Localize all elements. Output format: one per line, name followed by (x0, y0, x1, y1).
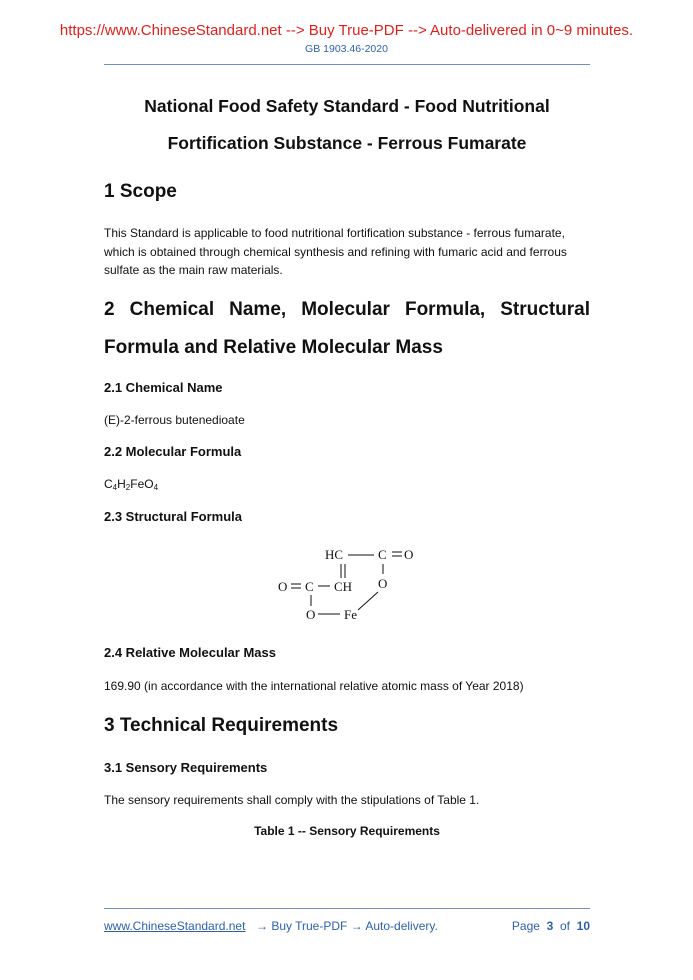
section-2-heading-line-1: 2 Chemical Name, Molecular Formula, Structural (104, 299, 590, 320)
sensory-requirements-heading: 3.1 Sensory Requirements (104, 760, 268, 775)
atom-ch: CH (334, 579, 353, 594)
relative-mass-heading: 2.4 Relative Molecular Mass (104, 645, 276, 660)
sensory-requirements-text: The sensory requirements shall comply with the stipulations of Table 1. (104, 793, 480, 807)
document-title-line-2: Fortification Substance - Ferrous Fumarate (167, 133, 527, 153)
atom-o-top: O (404, 547, 414, 562)
relative-mass-value: 169.90 (in accordance with the international relative atomic mass of Year 2018) (104, 679, 524, 693)
molecular-formula-heading: 2.2 Molecular Formula (104, 444, 242, 459)
standard-code: GB 1903.46-2020 (305, 43, 388, 55)
footer-purchase-text: → Buy True-PDF → Auto-delivery. (256, 919, 438, 933)
formula-c: C (104, 477, 113, 491)
molecular-formula-value (104, 477, 158, 492)
scope-line-1: This Standard is applicable to food nutritional fortification substance - ferrous fumarate, (104, 226, 565, 240)
formula-h: H (117, 477, 126, 491)
chemical-name-value: (E)-2-ferrous butenedioate (104, 413, 245, 427)
chemical-name-heading: 2.1 Chemical Name (104, 380, 223, 395)
page-indicator (512, 919, 590, 933)
section-2-heading-line-2: Formula and Relative Molecular Mass (104, 337, 443, 358)
formula-h-count: 2 (125, 483, 131, 492)
formula-c-count: 4 (112, 483, 118, 492)
atom-hc: HC (325, 547, 344, 562)
scope-line-3: sulfate as the main raw materials. (104, 263, 283, 277)
atom-o-bottom: O (306, 607, 316, 622)
formula-feo: FeO (130, 477, 154, 491)
atom-c-top: C (378, 547, 387, 562)
atom-o-right: O (378, 576, 388, 591)
page-total: 10 (576, 919, 590, 933)
page-of-label: of (559, 919, 570, 933)
formula-o-count: 4 (153, 483, 159, 492)
footer-divider (104, 908, 590, 909)
bond-fe-o-right (358, 592, 378, 610)
structural-formula-diagram (270, 544, 430, 628)
header-divider (104, 64, 590, 65)
structural-formula-heading: 2.3 Structural Formula (104, 509, 242, 524)
atom-c-left: C (305, 579, 314, 594)
scope-line-2: which is obtained through chemical synthesis and refining with fumaric acid and ferrous (104, 244, 567, 259)
page-label: Page (511, 919, 540, 933)
atom-o-left: O (278, 579, 288, 594)
atom-fe: Fe (344, 607, 357, 622)
section-1-heading: 1 Scope (104, 181, 177, 202)
table-1-caption: Table 1 -- Sensory Requirements (254, 824, 440, 838)
page-current: 3 (546, 919, 554, 933)
promo-banner[interactable]: https://www.ChineseStandard.net --> Buy True-PDF --> Auto-delivered in 0~9 minutes. (59, 22, 634, 39)
section-3-heading: 3 Technical Requirements (104, 715, 339, 736)
footer-site-link[interactable]: www.ChineseStandard.net (104, 919, 246, 933)
scope-paragraph (104, 224, 590, 280)
document-title-line-1: National Food Safety Standard - Food Nutritional (144, 96, 550, 116)
